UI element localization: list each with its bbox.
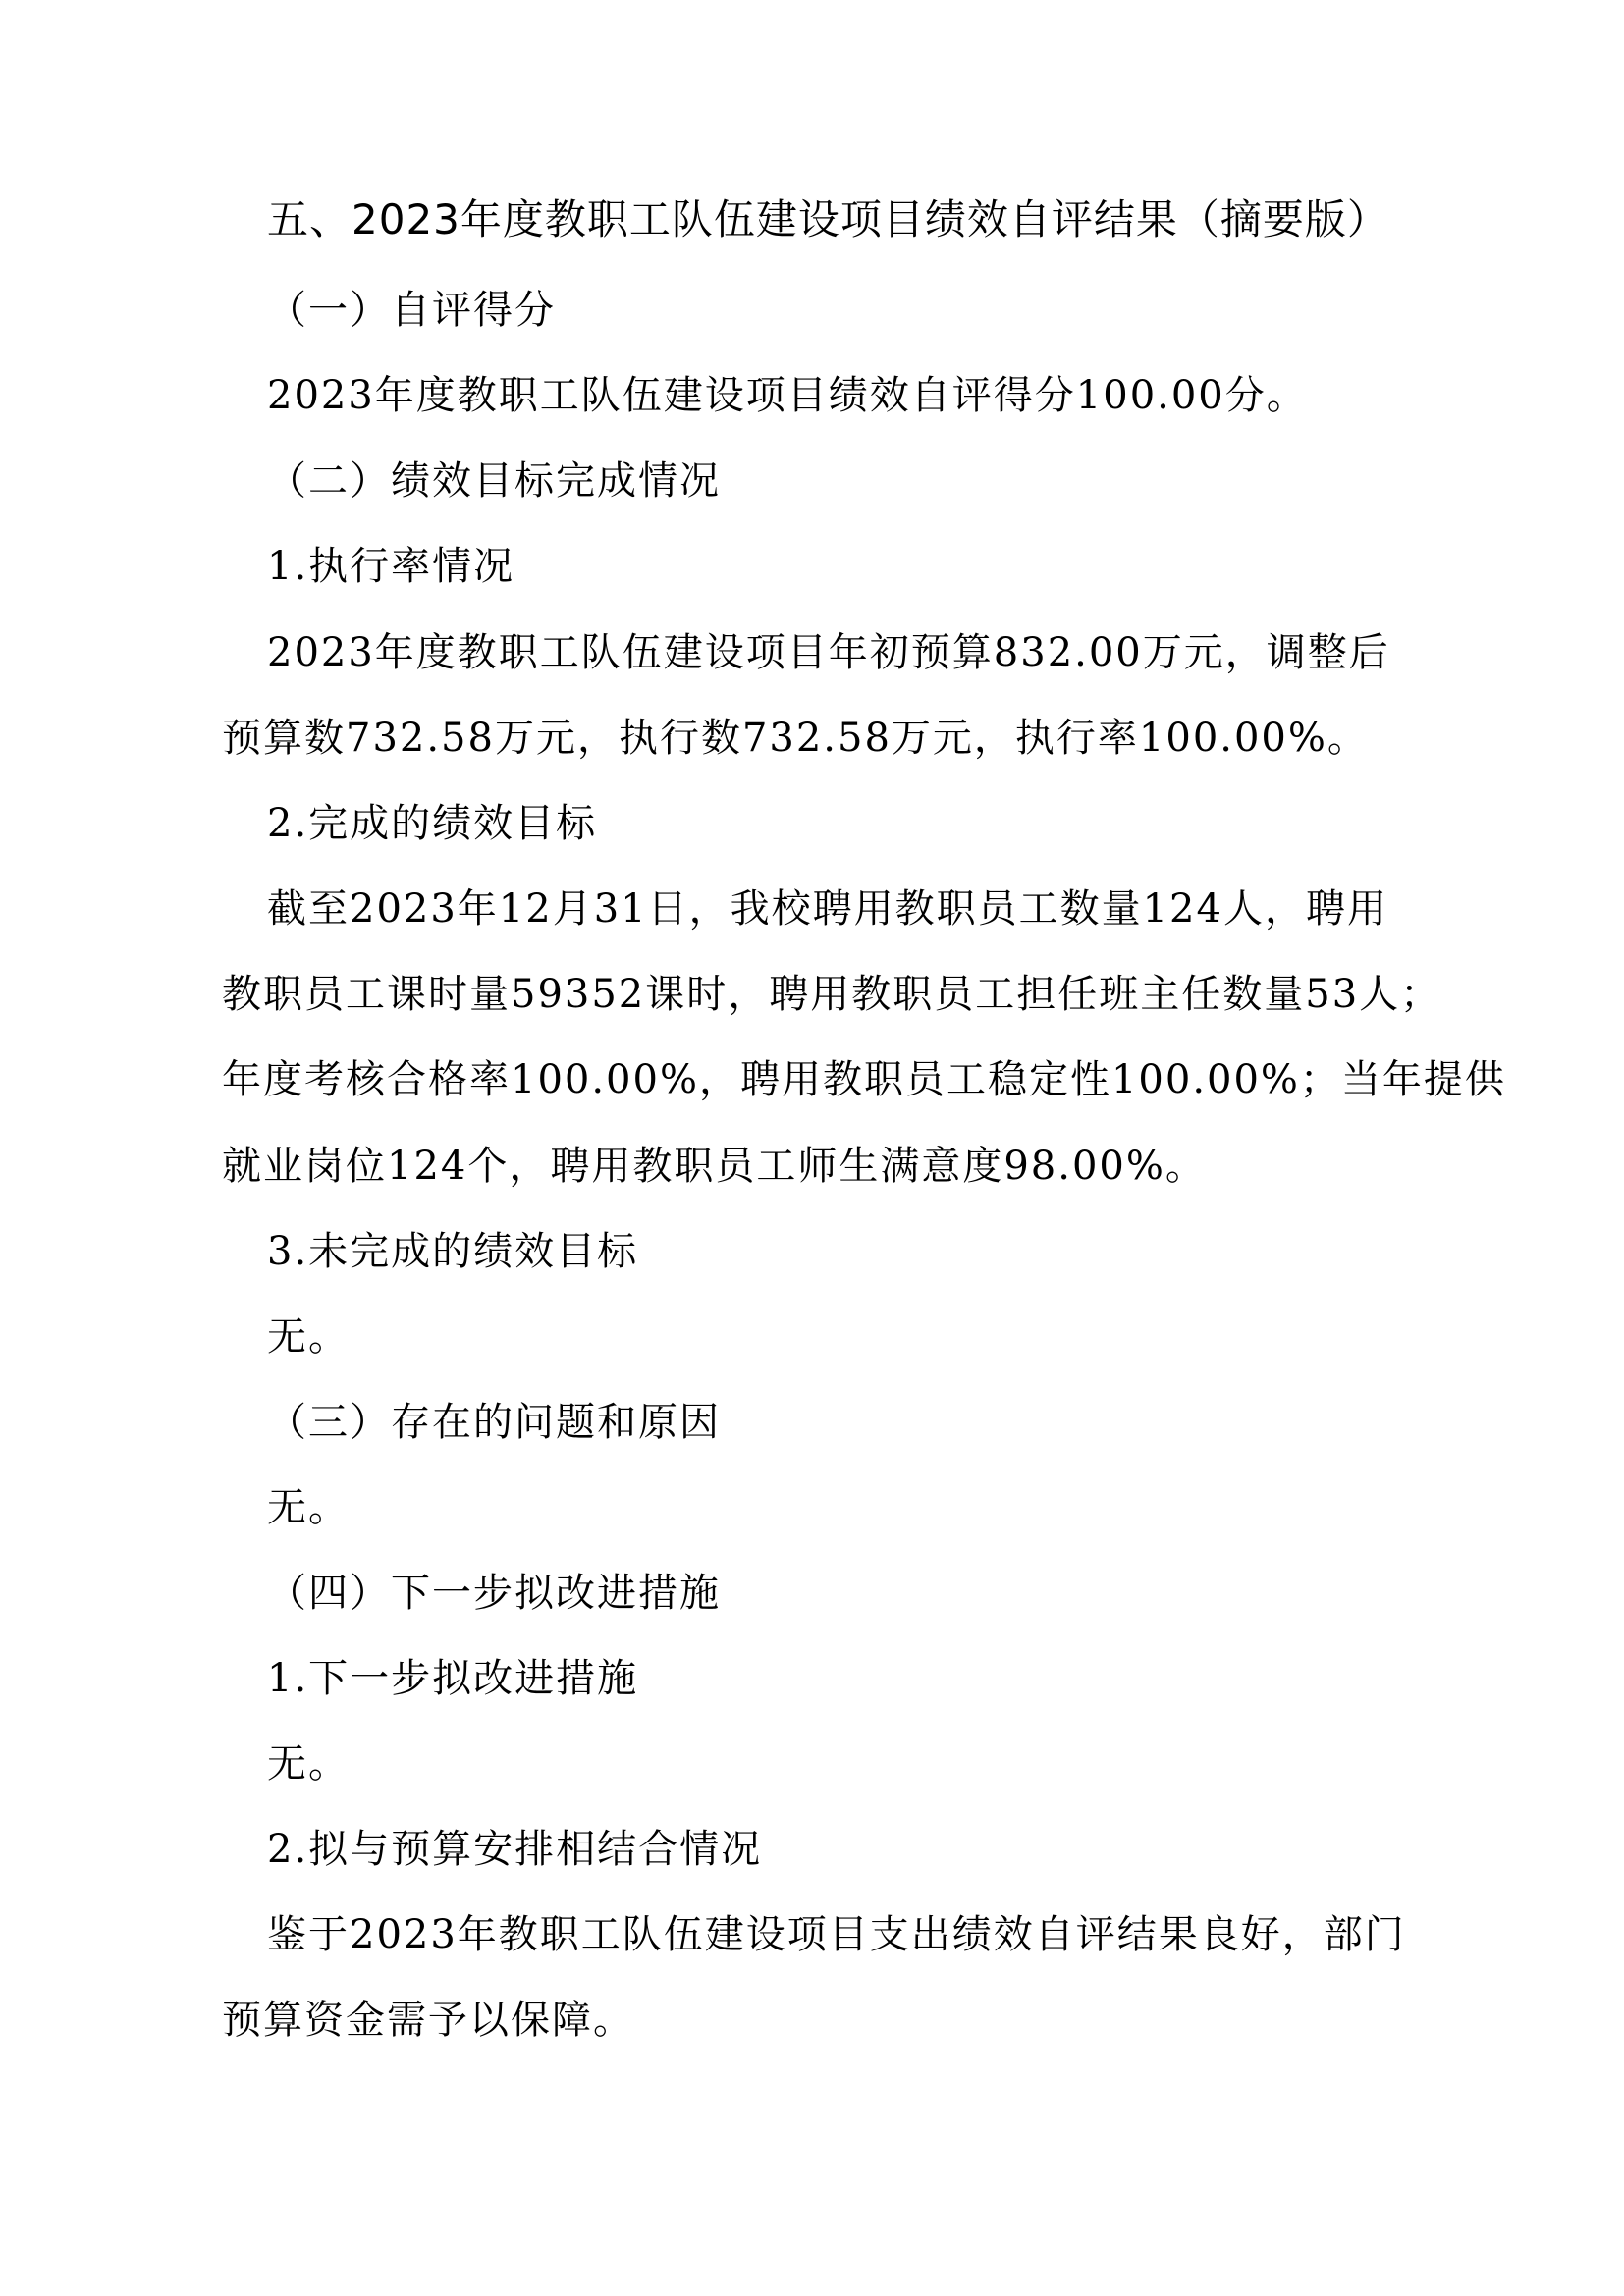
subsection-heading: 1.执行率情况 bbox=[267, 544, 515, 589]
paragraph: 2023年度教职工队伍建设项目年初预算832.00万元，调整后 bbox=[267, 630, 1390, 675]
paragraph: 预算资金需予以保障。 bbox=[222, 1998, 634, 2043]
paragraph: 截至2023年12月31日，我校聘用教职员工数量124人，聘用 bbox=[267, 886, 1388, 932]
subsection-heading: 2.拟与预算安排相结合情况 bbox=[267, 1827, 763, 1872]
paragraph: 鉴于2023年教职工队伍建设项目支出绩效自评结果良好，部门 bbox=[267, 1912, 1406, 1957]
section-heading: （四）下一步拟改进措施 bbox=[267, 1571, 721, 1616]
subsection-heading: 1.下一步拟改进措施 bbox=[267, 1656, 639, 1701]
paragraph: 年度考核合格率100.00%，聘用教职员工稳定性100.00%；当年提供 bbox=[222, 1057, 1506, 1102]
section-heading: （三）存在的问题和原因 bbox=[267, 1400, 721, 1445]
paragraph: 预算数732.58万元，执行数732.58万元，执行率100.00%。 bbox=[222, 716, 1369, 761]
subsection-heading: 2.完成的绩效目标 bbox=[267, 801, 598, 846]
paragraph: 2023年度教职工队伍建设项目绩效自评得分100.00分。 bbox=[267, 373, 1308, 418]
paragraph: 无。 bbox=[267, 1485, 350, 1530]
section-heading: （二）绩效目标完成情况 bbox=[267, 458, 721, 504]
paragraph: 无。 bbox=[267, 1741, 350, 1787]
paragraph: 就业岗位124个，聘用教职员工师生满意度98.00%。 bbox=[222, 1144, 1207, 1189]
section-heading: （一）自评得分 bbox=[267, 288, 556, 333]
paragraph: 无。 bbox=[267, 1314, 350, 1360]
subsection-heading: 3.未完成的绩效目标 bbox=[267, 1229, 639, 1274]
document-title: 五、2023年度教职工队伍建设项目绩效自评结果（摘要版） bbox=[267, 195, 1389, 243]
paragraph: 教职员工课时量59352课时，聘用教职员工担任班主任数量53人； bbox=[222, 972, 1442, 1017]
